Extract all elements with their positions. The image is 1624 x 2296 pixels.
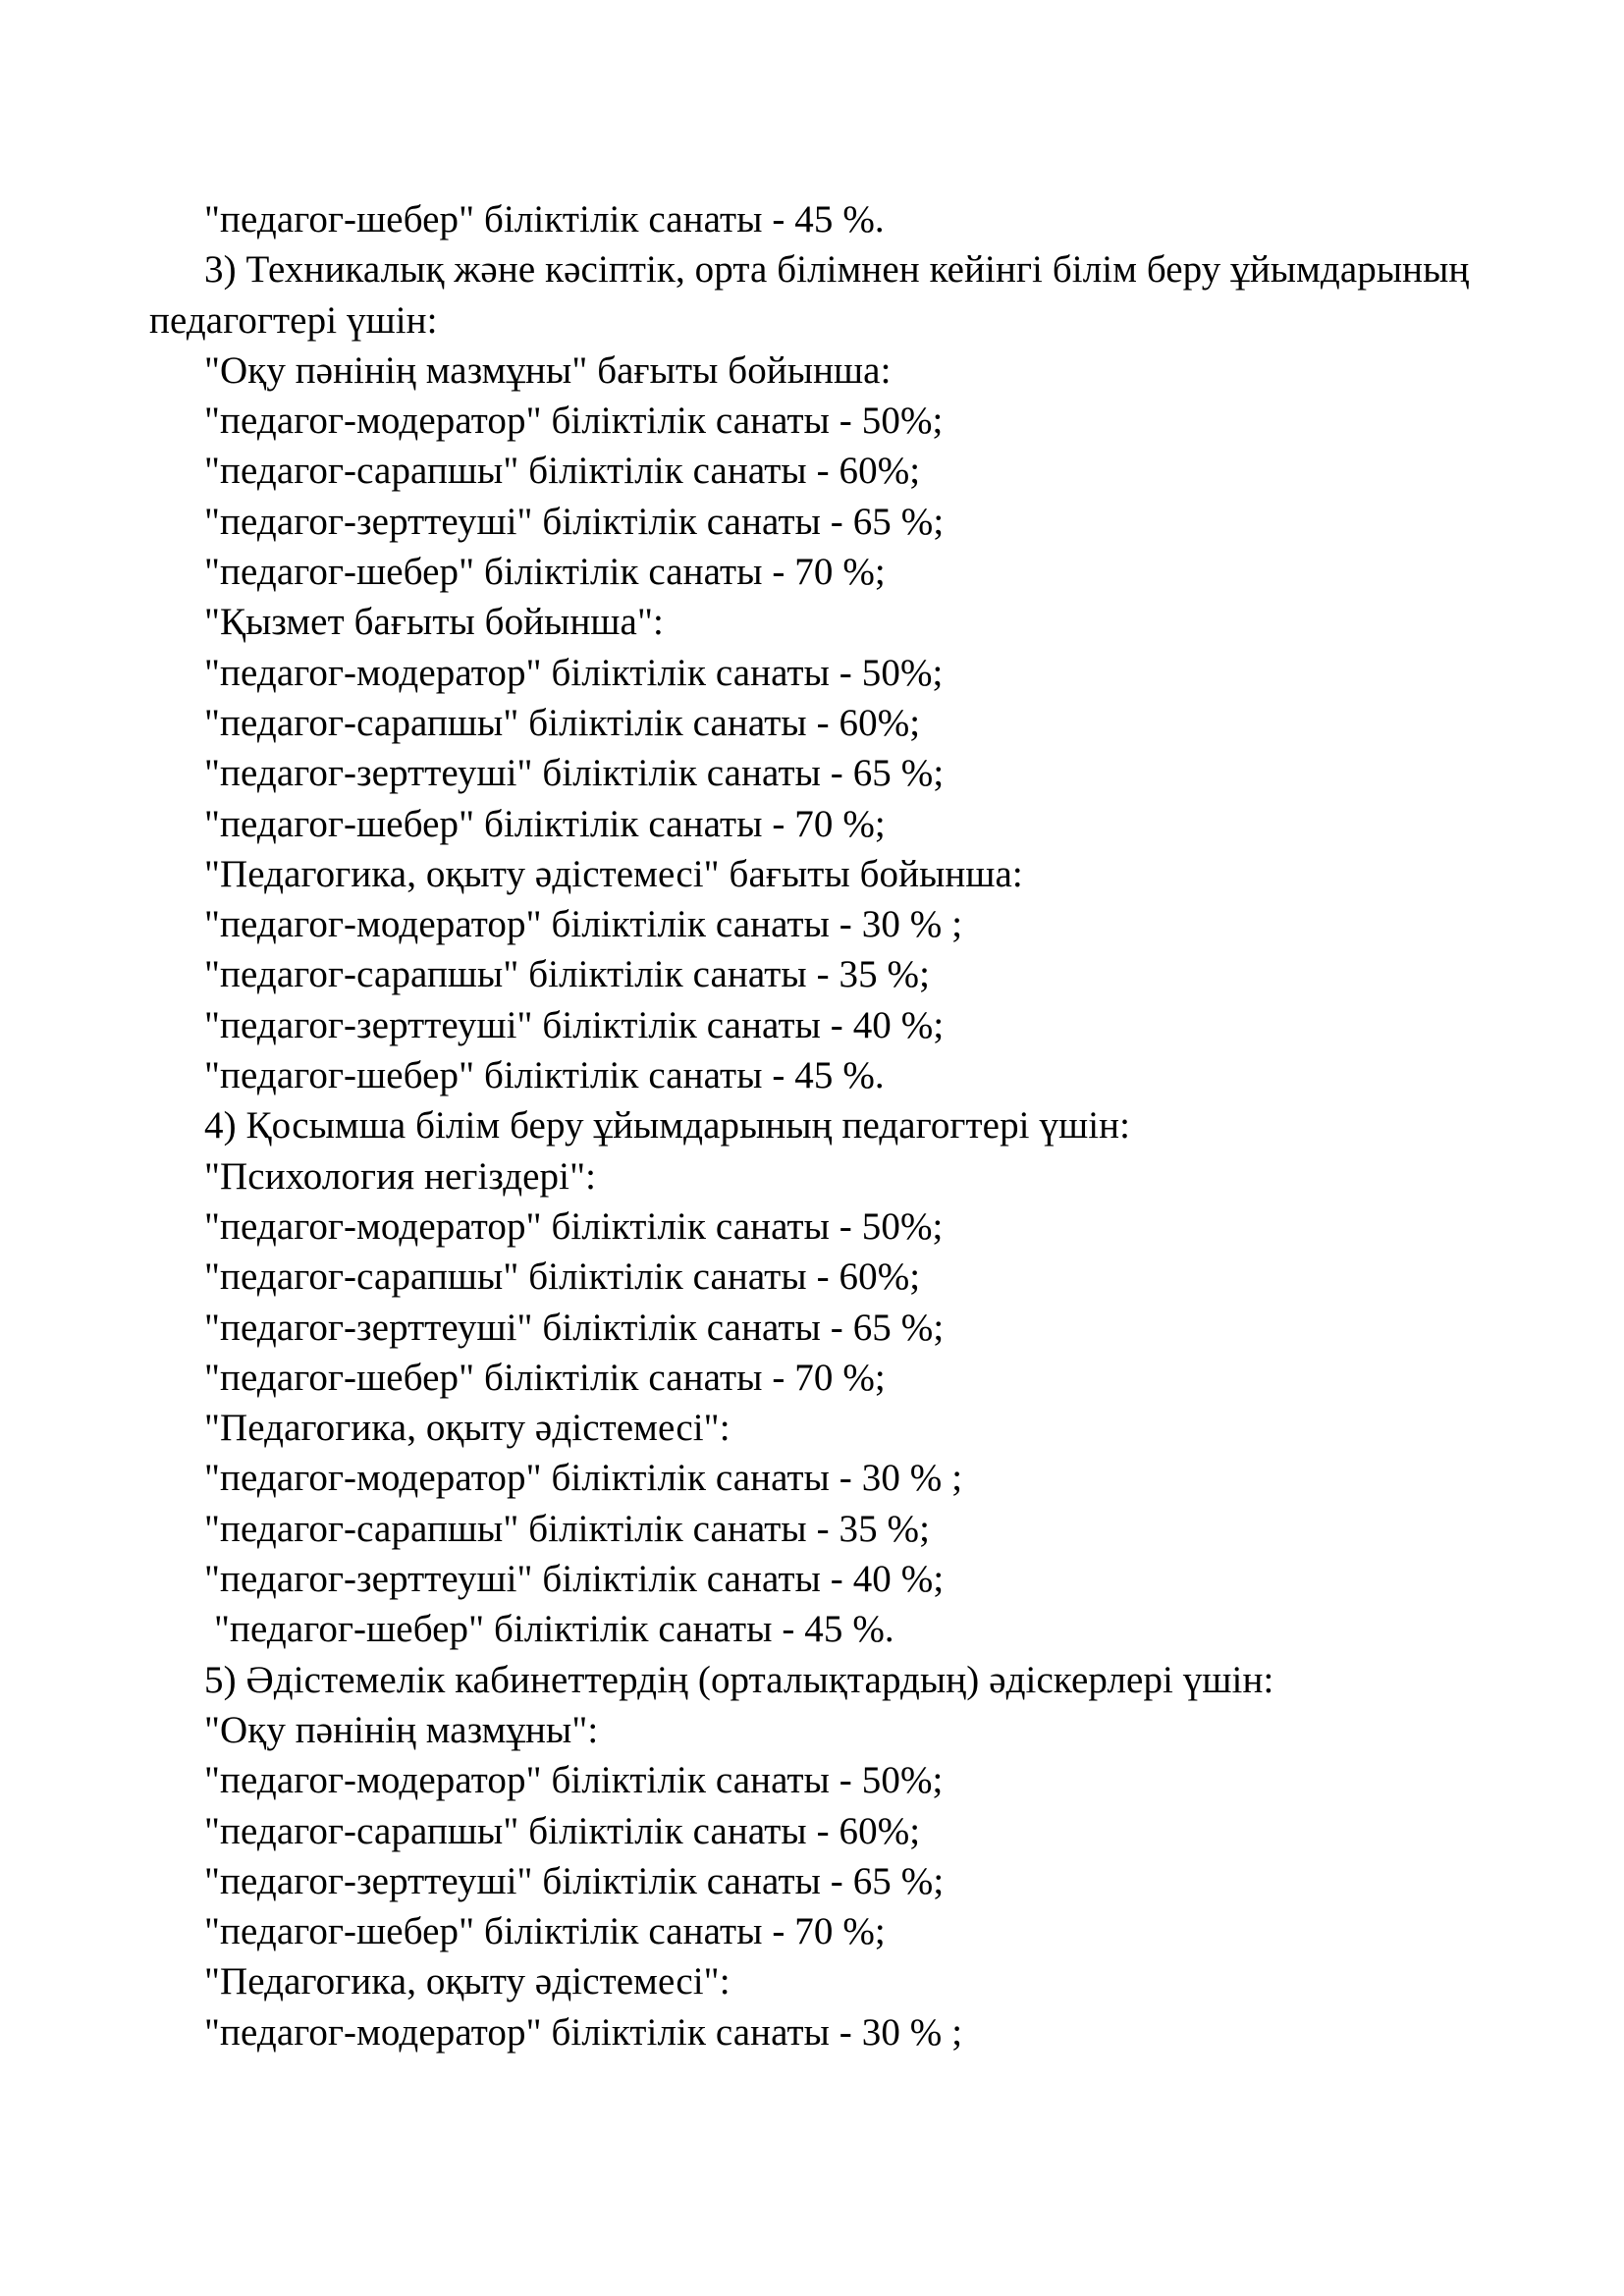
section-subheading: "Қызмет бағыты бойынша": xyxy=(204,601,664,644)
text-line: педагогтері үшін: xyxy=(149,298,438,342)
text-line: "педагог-модератор" біліктілік санаты - 50%; xyxy=(204,651,944,694)
text-line: "педагог-модератор" біліктілік санаты - 30 % ; xyxy=(204,903,963,946)
text-line: "педагог-модератор" біліктілік санаты - 30 % ; xyxy=(204,1457,963,1500)
text-line: "педагог-зерттеуші" біліктілік санаты - 40 %; xyxy=(204,1558,945,1601)
text-line: "педагог-сарапшы" біліктілік санаты - 60%; xyxy=(204,701,921,744)
text-line: "педагог-шебер" біліктілік санаты - 45 %. xyxy=(214,1608,894,1651)
list-item-heading: 4) Қосымша білім беру ұйымдарының педагогтері үшін: xyxy=(204,1104,1131,1148)
text-line: "педагог-сарапшы" біліктілік санаты - 60%; xyxy=(204,450,921,493)
list-item-heading: 5) Әдістемелік кабинеттердің (орталықтардың) әдіскерлері үшін: xyxy=(204,1658,1274,1701)
text-line: "педагог-зерттеуші" біліктілік санаты - 40 %; xyxy=(204,1003,945,1046)
text-line: "педагог-зерттеуші" біліктілік санаты - 65 %; xyxy=(204,752,945,795)
section-subheading: "Оқу пәнінің мазмұны" бағыты бойынша: xyxy=(204,348,892,392)
text-line: "педагог-модератор" біліктілік санаты - 50%; xyxy=(204,1204,944,1248)
text-line: "педагог-шебер" біліктілік санаты - 70 %; xyxy=(204,802,886,845)
text-line: "педагог-шебер" біліктілік санаты - 45 %. xyxy=(204,1054,885,1097)
text-line: "педагог-шебер" біліктілік санаты - 70 %; xyxy=(204,1910,886,1953)
text-line: "педагог-сарапшы" біліктілік санаты - 60%; xyxy=(204,1255,921,1299)
text-line: "педагог-зерттеуші" біліктілік санаты - 65 %; xyxy=(204,1306,945,1349)
text-line: "педагог-шебер" біліктілік санаты - 70 %; xyxy=(204,551,886,594)
text-line: "педагог-модератор" біліктілік санаты - 50%; xyxy=(204,400,944,443)
text-line: "педагог-зерттеуші" біліктілік санаты - 65 %; xyxy=(204,500,945,543)
text-line: "педагог-сарапшы" біліктілік санаты - 60%; xyxy=(204,1809,921,1852)
text-line: "педагог-сарапшы" біліктілік санаты - 35 %; xyxy=(204,953,931,996)
document-body xyxy=(149,194,1504,2057)
text-line: "педагог-шебер" біліктілік санаты - 70 %; xyxy=(204,1356,886,1399)
section-subheading: "Педагогика, оқыту әдістемесі" бағыты бойынша: xyxy=(204,852,1023,895)
text-line: "педагог-сарапшы" біліктілік санаты - 35 %; xyxy=(204,1507,931,1550)
section-subheading: "Педагогика, оқыту әдістемесі": xyxy=(204,1407,731,1450)
text-line: "педагог-модератор" біліктілік санаты - 30 % ; xyxy=(204,2010,963,2054)
section-subheading: "Психология негіздері": xyxy=(204,1154,597,1198)
list-item-heading: 3) Техникалық және кәсіптік, орта білімнен кейінгі білім беру ұйымдарының xyxy=(204,248,1470,292)
text-line: "педагог-зерттеуші" біліктілік санаты - 65 %; xyxy=(204,1859,945,1902)
text-line: "педагог-модератор" біліктілік санаты - 50%; xyxy=(204,1759,944,1802)
section-subheading: "Оқу пәнінің мазмұны": xyxy=(204,1708,599,1751)
section-subheading: "Педагогика, оқыту әдістемесі": xyxy=(204,1960,731,2003)
text-line: "педагог-шебер" біліктілік санаты - 45 %. xyxy=(204,198,885,240)
